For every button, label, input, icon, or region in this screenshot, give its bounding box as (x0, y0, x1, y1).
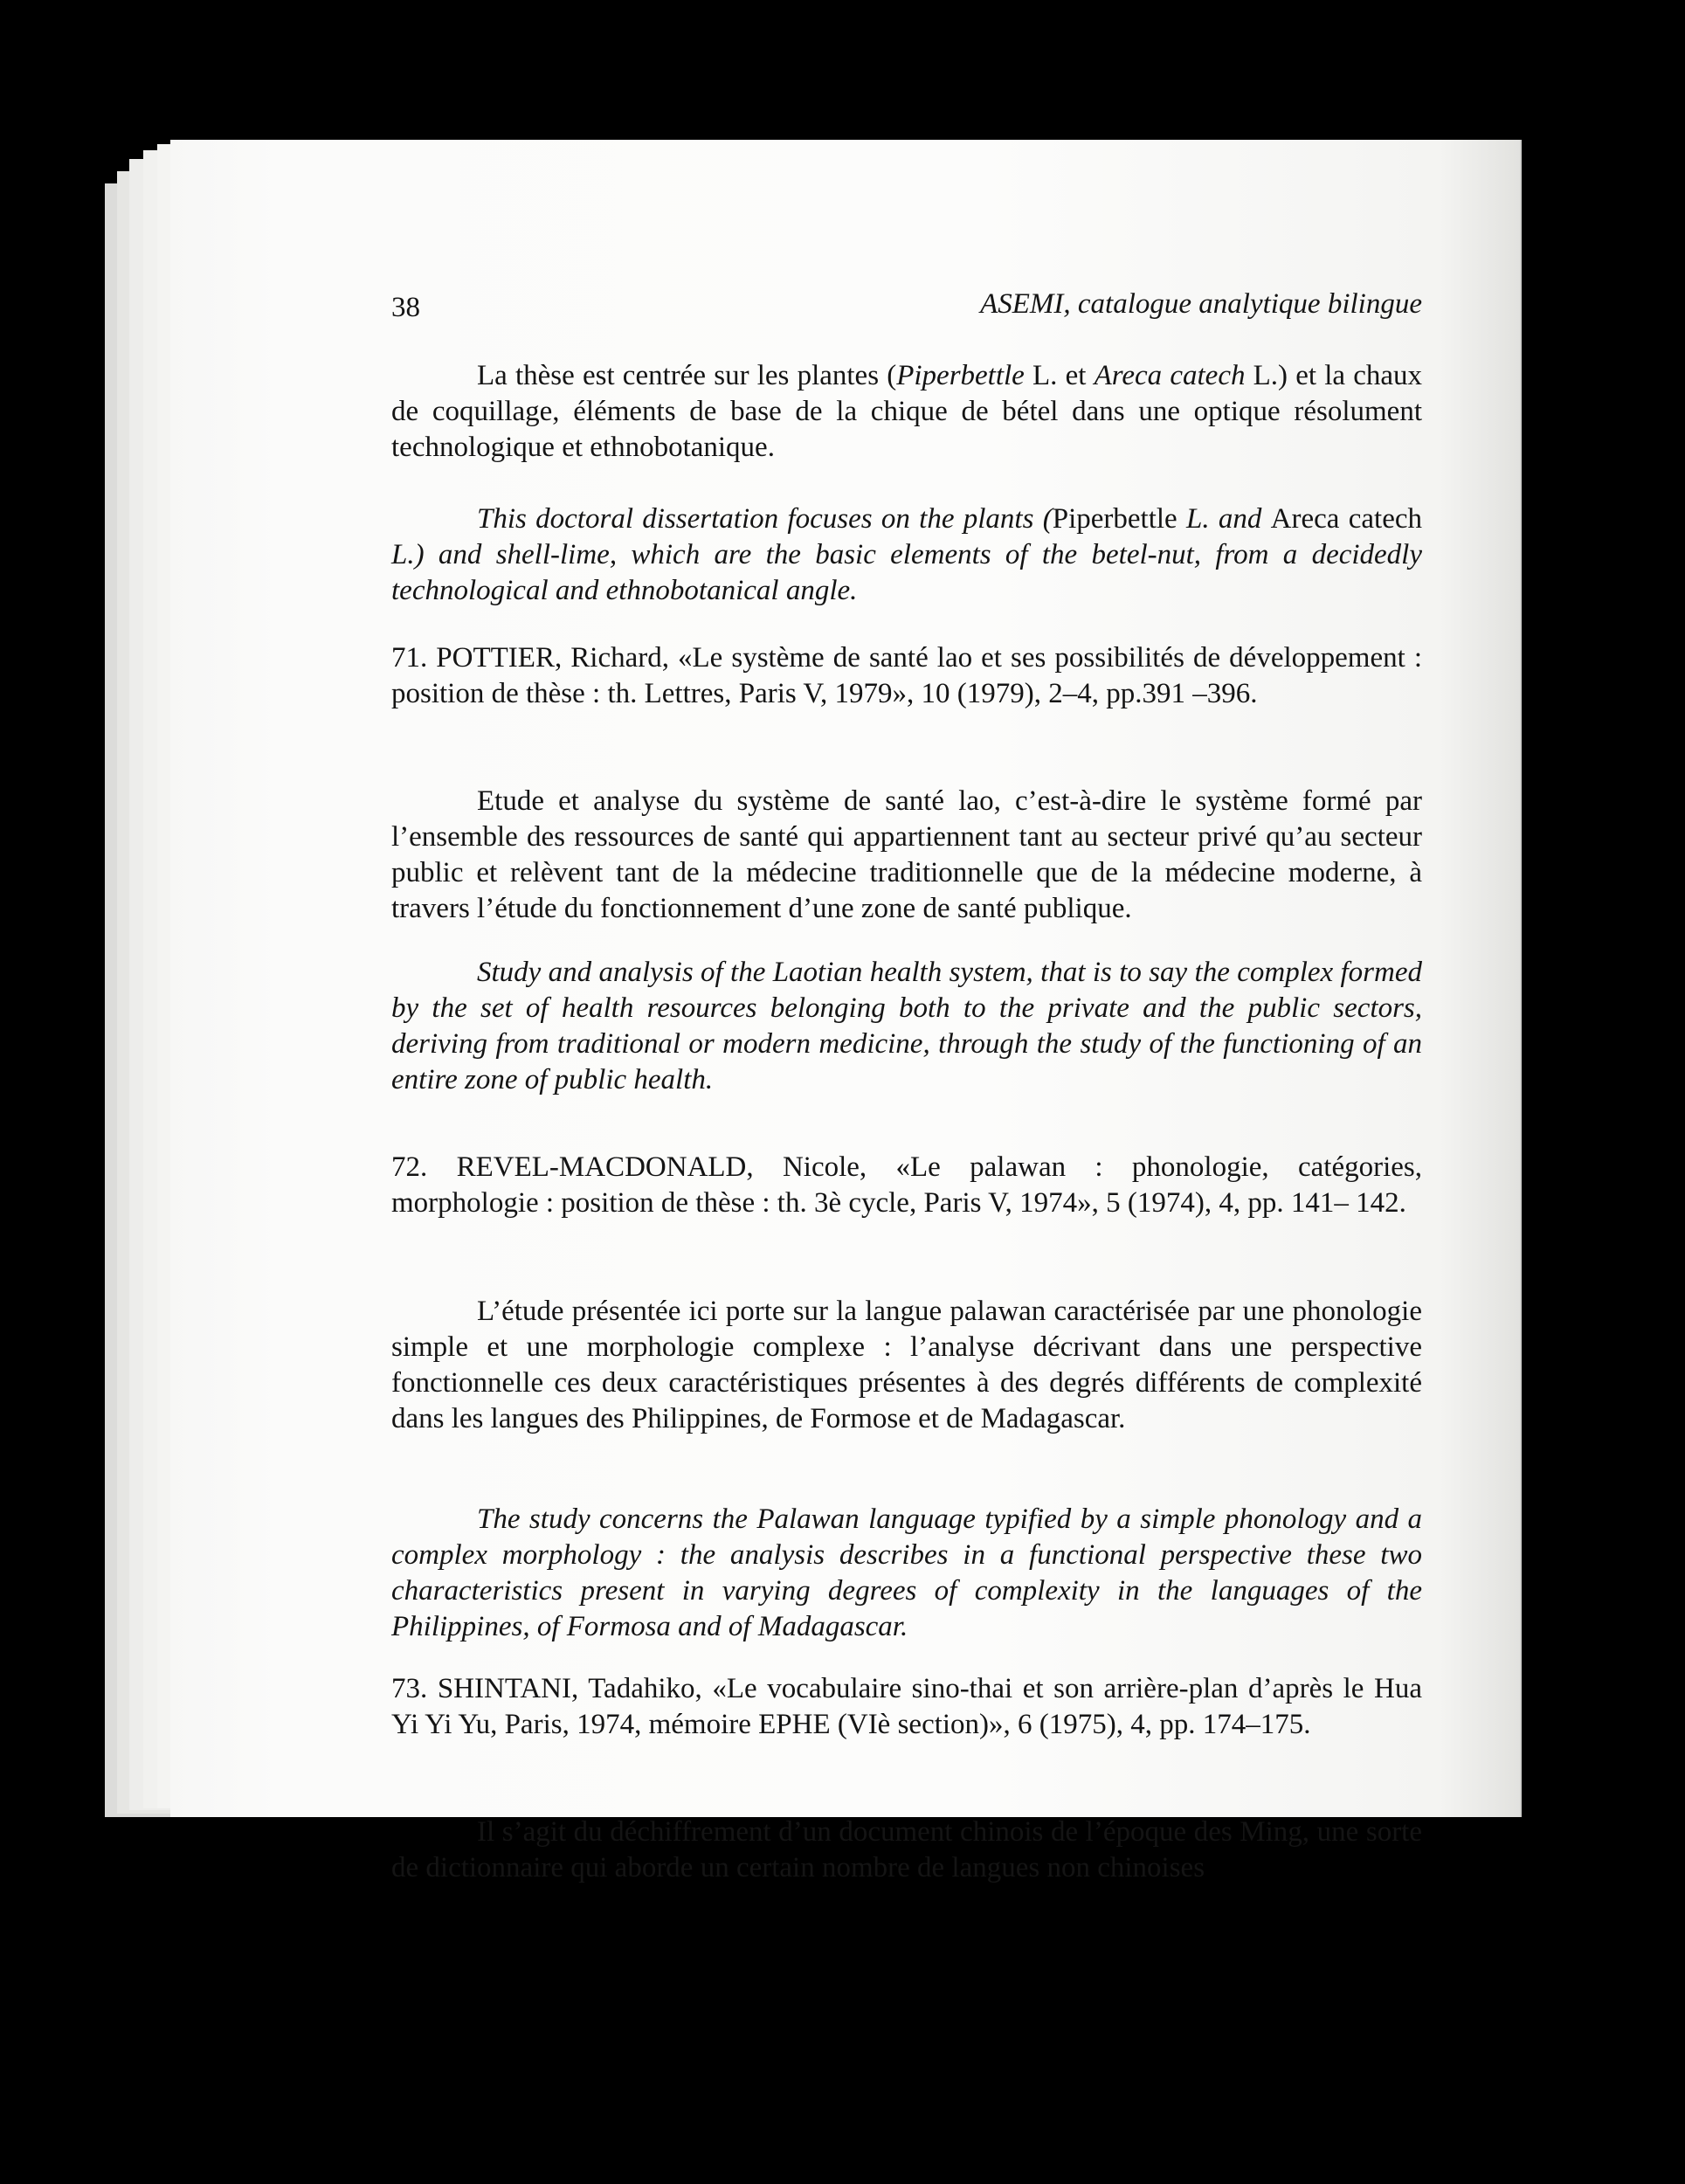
page-header (391, 288, 1422, 327)
abstract-en-72: The study concerns the Palawan language typified by a simple phonology and a complex morphology : the analysis describes in a functional perspective these two characteristics present in varying degrees of complexity in the languages of the Philippines, of Formosa and of Madagascar. (391, 1503, 1422, 1642)
bibliography-entry-72: 72. REVEL-MACDONALD, Nicole, «Le palawan : phonologie, catégories, morphologie : position de thèse : th. 3è cycle, Paris V, 1974», 5 (1974), 4, pp. 141– 142. (391, 1151, 1422, 1219)
abstract-fr-72: L’étude présentée ici porte sur la langue palawan caractérisée par une phonologie simple et une morphologie complexe : l’analyse décrivant dans une perspective fonctionnelle ces deux caractéristiques présentes à des degrés différents de complexité dans les langues des Philippines, de Formose et de Madagascar. (391, 1296, 1422, 1434)
abstract-fr-70: La thèse est centrée sur les plantes (Piperbettle L. et Areca catech L.) et la chaux de coquillage, éléments de base de la chique de bétel dans une optique résolument technologique et ethnobotanique. (391, 360, 1422, 463)
running-title: ASEMI, catalogue analytique bilingue (980, 288, 1422, 320)
bibliography-entry-73: 73. SHINTANI, Tadahiko, «Le vocabulaire sino-thai et son arrière-plan d’après le Hua Yi Yi Yu, Paris, 1974, mémoire EPHE (VIè section)», 6 (1975), 4, pp. 174–175. (391, 1673, 1422, 1740)
abstract-en-70: This doctoral dissertation focuses on the plants (Piperbettle L. and Areca catech L.) and shell-lime, which are the basic elements of the betel-nut, from a decidedly technological and ethnobotanical angle. (391, 503, 1422, 606)
abstract-en-71: Study and analysis of the Laotian health system, that is to say the complex formed by the set of health resources belonging both to the private and the public sectors, deriving from traditional or modern medicine, through the study of the functioning of an entire zone of public health. (391, 957, 1422, 1095)
abstract-fr-71: Etude et analyse du système de santé lao, c’est-à-dire le système formé par l’ensemble des ressources de santé qui appartiennent tant au secteur privé qu’au secteur public et relèvent tant de la médecine traditionnelle que de la médecine moderne, à travers l’étude du fonctionnement d’une zone de santé publique. (391, 785, 1422, 924)
bibliography-entry-71: 71. POTTIER, Richard, «Le système de santé lao et ses possibilités de développement : position de thèse : th. Lettres, Paris V, 1979», 10 (1979), 2–4, pp.391 –396. (391, 642, 1422, 709)
page-number: 38 (391, 292, 420, 323)
abstract-fr-73: Il s’agit du déchiffrement d’un document chinois de l’époque des Ming, une sorte de dictionnaire qui aborde un certain nombre de langues non chinoises (391, 1816, 1422, 1883)
